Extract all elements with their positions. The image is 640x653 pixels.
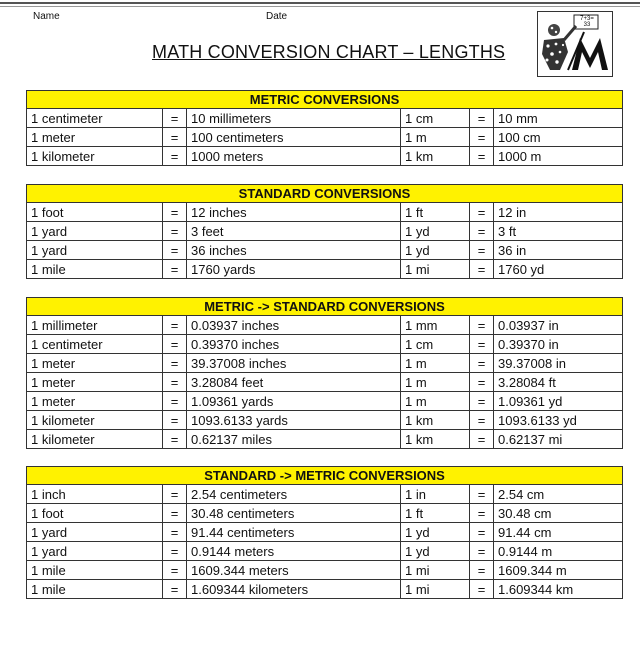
section-heading-row: [27, 467, 623, 485]
table-cell: 1 m: [401, 392, 470, 411]
standard-to-metric-table: [26, 466, 623, 599]
table-cell: 1 yard: [27, 241, 163, 260]
table-row: [27, 222, 623, 241]
table-cell: 39.37008 in: [494, 354, 623, 373]
table-cell: 100 cm: [494, 128, 623, 147]
table-cell: =: [470, 260, 494, 279]
table-cell: 1 yd: [401, 241, 470, 260]
table-row: [27, 147, 623, 166]
table-cell: =: [163, 523, 187, 542]
table-cell: 1 meter: [27, 373, 163, 392]
logo-text: 7+3= 33: [580, 16, 594, 28]
table-cell: 91.44 cm: [494, 523, 623, 542]
table-cell: 1 meter: [27, 128, 163, 147]
table-cell: 1 ft: [401, 203, 470, 222]
table-cell: =: [163, 542, 187, 561]
table-row: [27, 561, 623, 580]
table-row: [27, 430, 623, 449]
table-cell: =: [470, 128, 494, 147]
table-cell: 1 meter: [27, 392, 163, 411]
table-row: [27, 523, 623, 542]
table-cell: 1 millimeter: [27, 316, 163, 335]
table-cell: =: [470, 373, 494, 392]
table-cell: =: [163, 203, 187, 222]
table-cell: 1 inch: [27, 485, 163, 504]
metric-to-standard-table: [26, 297, 623, 449]
table-cell: =: [163, 147, 187, 166]
table-cell: =: [163, 561, 187, 580]
section-heading: METRIC -> STANDARD CONVERSIONS: [27, 298, 623, 316]
table-row: [27, 109, 623, 128]
table-cell: 3 ft: [494, 222, 623, 241]
table-cell: 1 m: [401, 373, 470, 392]
section-heading: METRIC CONVERSIONS: [27, 91, 623, 109]
top-rule-thin: [0, 6, 640, 7]
table-cell: 1 mi: [401, 561, 470, 580]
top-rule: [0, 2, 640, 4]
table-cell: 36 inches: [187, 241, 401, 260]
table-cell: =: [163, 260, 187, 279]
table-cell: 0.39370 in: [494, 335, 623, 354]
table-row: [27, 203, 623, 222]
table-cell: =: [163, 241, 187, 260]
table-cell: 1 kilometer: [27, 430, 163, 449]
table-cell: 2.54 centimeters: [187, 485, 401, 504]
table-cell: 1000 m: [494, 147, 623, 166]
section-heading-row: [27, 185, 623, 203]
table-cell: =: [163, 430, 187, 449]
table-cell: 0.03937 in: [494, 316, 623, 335]
table-cell: 1609.344 m: [494, 561, 623, 580]
table-cell: 1 mile: [27, 260, 163, 279]
table-cell: =: [470, 335, 494, 354]
table-cell: 0.03937 inches: [187, 316, 401, 335]
table-cell: =: [163, 335, 187, 354]
table-cell: 1 m: [401, 354, 470, 373]
table-cell: =: [470, 523, 494, 542]
table-cell: =: [470, 561, 494, 580]
section-heading-row: [27, 298, 623, 316]
table-cell: =: [163, 392, 187, 411]
standard-conversions-table: [26, 184, 623, 279]
table-cell: 30.48 cm: [494, 504, 623, 523]
table-cell: =: [163, 128, 187, 147]
table-cell: 0.9144 meters: [187, 542, 401, 561]
table-cell: =: [163, 109, 187, 128]
table-cell: 1 yard: [27, 222, 163, 241]
table-cell: 1 m: [401, 128, 470, 147]
table-cell: =: [163, 485, 187, 504]
table-cell: 1 kilometer: [27, 147, 163, 166]
section-heading: STANDARD -> METRIC CONVERSIONS: [27, 467, 623, 485]
table-cell: =: [163, 373, 187, 392]
table-cell: 1 cm: [401, 335, 470, 354]
page-title: MATH CONVERSION CHART – LENGTHS: [152, 42, 506, 62]
table-cell: =: [470, 430, 494, 449]
table-row: [27, 542, 623, 561]
table-cell: 1 mile: [27, 561, 163, 580]
table-cell: 91.44 centimeters: [187, 523, 401, 542]
table-row: [27, 335, 623, 354]
table-cell: 1 cm: [401, 109, 470, 128]
table-cell: =: [470, 392, 494, 411]
table-cell: 3 feet: [187, 222, 401, 241]
table-row: [27, 373, 623, 392]
name-label: Name: [33, 11, 60, 22]
table-cell: =: [163, 411, 187, 430]
table-cell: 1093.6133 yd: [494, 411, 623, 430]
table-cell: =: [470, 580, 494, 599]
table-cell: 1760 yd: [494, 260, 623, 279]
table-row: [27, 485, 623, 504]
table-cell: 1 yard: [27, 523, 163, 542]
table-cell: 0.62137 mi: [494, 430, 623, 449]
table-cell: =: [470, 411, 494, 430]
table-cell: 36 in: [494, 241, 623, 260]
table-cell: 1000 meters: [187, 147, 401, 166]
table-cell: 1609.344 meters: [187, 561, 401, 580]
table-row: [27, 241, 623, 260]
date-label: Date: [266, 11, 288, 22]
table-cell: 0.62137 miles: [187, 430, 401, 449]
table-cell: 1 km: [401, 147, 470, 166]
table-cell: 1 foot: [27, 504, 163, 523]
table-cell: 1.09361 yards: [187, 392, 401, 411]
table-cell: =: [163, 222, 187, 241]
table-cell: 1760 yards: [187, 260, 401, 279]
table-cell: =: [470, 109, 494, 128]
table-cell: 1.09361 yd: [494, 392, 623, 411]
table-cell: 1 ft: [401, 504, 470, 523]
table-cell: 1 meter: [27, 354, 163, 373]
table-cell: 1.609344 kilometers: [187, 580, 401, 599]
table-cell: 1093.6133 yards: [187, 411, 401, 430]
table-row: [27, 354, 623, 373]
table-row: [27, 411, 623, 430]
table-cell: 100 centimeters: [187, 128, 401, 147]
table-cell: =: [163, 316, 187, 335]
table-cell: 1 foot: [27, 203, 163, 222]
table-cell: =: [470, 485, 494, 504]
table-cell: 0.9144 m: [494, 542, 623, 561]
table-cell: =: [470, 504, 494, 523]
table-cell: 10 millimeters: [187, 109, 401, 128]
table-cell: 1 mile: [27, 580, 163, 599]
table-cell: 30.48 centimeters: [187, 504, 401, 523]
table-cell: =: [470, 203, 494, 222]
table-cell: 3.28084 ft: [494, 373, 623, 392]
table-cell: =: [163, 354, 187, 373]
table-row: [27, 580, 623, 599]
table-cell: 1 mm: [401, 316, 470, 335]
table-cell: 0.39370 inches: [187, 335, 401, 354]
table-cell: =: [470, 222, 494, 241]
table-cell: 1 yd: [401, 523, 470, 542]
table-cell: 1 kilometer: [27, 411, 163, 430]
table-cell: 1 yd: [401, 542, 470, 561]
table-cell: 10 mm: [494, 109, 623, 128]
table-cell: 2.54 cm: [494, 485, 623, 504]
table-cell: 39.37008 inches: [187, 354, 401, 373]
table-cell: =: [470, 542, 494, 561]
table-cell: 12 inches: [187, 203, 401, 222]
table-cell: =: [470, 241, 494, 260]
table-cell: =: [470, 147, 494, 166]
table-cell: 1 centimeter: [27, 335, 163, 354]
table-cell: 1 mi: [401, 260, 470, 279]
table-cell: =: [470, 316, 494, 335]
table-cell: 1 mi: [401, 580, 470, 599]
table-cell: 1 km: [401, 411, 470, 430]
table-cell: =: [470, 354, 494, 373]
table-cell: 1 centimeter: [27, 109, 163, 128]
table-cell: 1 yard: [27, 542, 163, 561]
table-row: [27, 260, 623, 279]
math-figure-icon: [538, 12, 612, 76]
table-row: [27, 392, 623, 411]
metric-conversions-table: [26, 90, 623, 166]
table-cell: 1 yd: [401, 222, 470, 241]
table-cell: =: [163, 504, 187, 523]
section-heading-row: [27, 91, 623, 109]
table-cell: 1.609344 km: [494, 580, 623, 599]
table-row: [27, 128, 623, 147]
table-row: [27, 504, 623, 523]
section-heading: STANDARD CONVERSIONS: [27, 185, 623, 203]
table-cell: 12 in: [494, 203, 623, 222]
table-cell: =: [163, 580, 187, 599]
math-logo: [537, 11, 613, 77]
table-cell: 1 km: [401, 430, 470, 449]
table-cell: 3.28084 feet: [187, 373, 401, 392]
table-cell: 1 in: [401, 485, 470, 504]
table-row: [27, 316, 623, 335]
